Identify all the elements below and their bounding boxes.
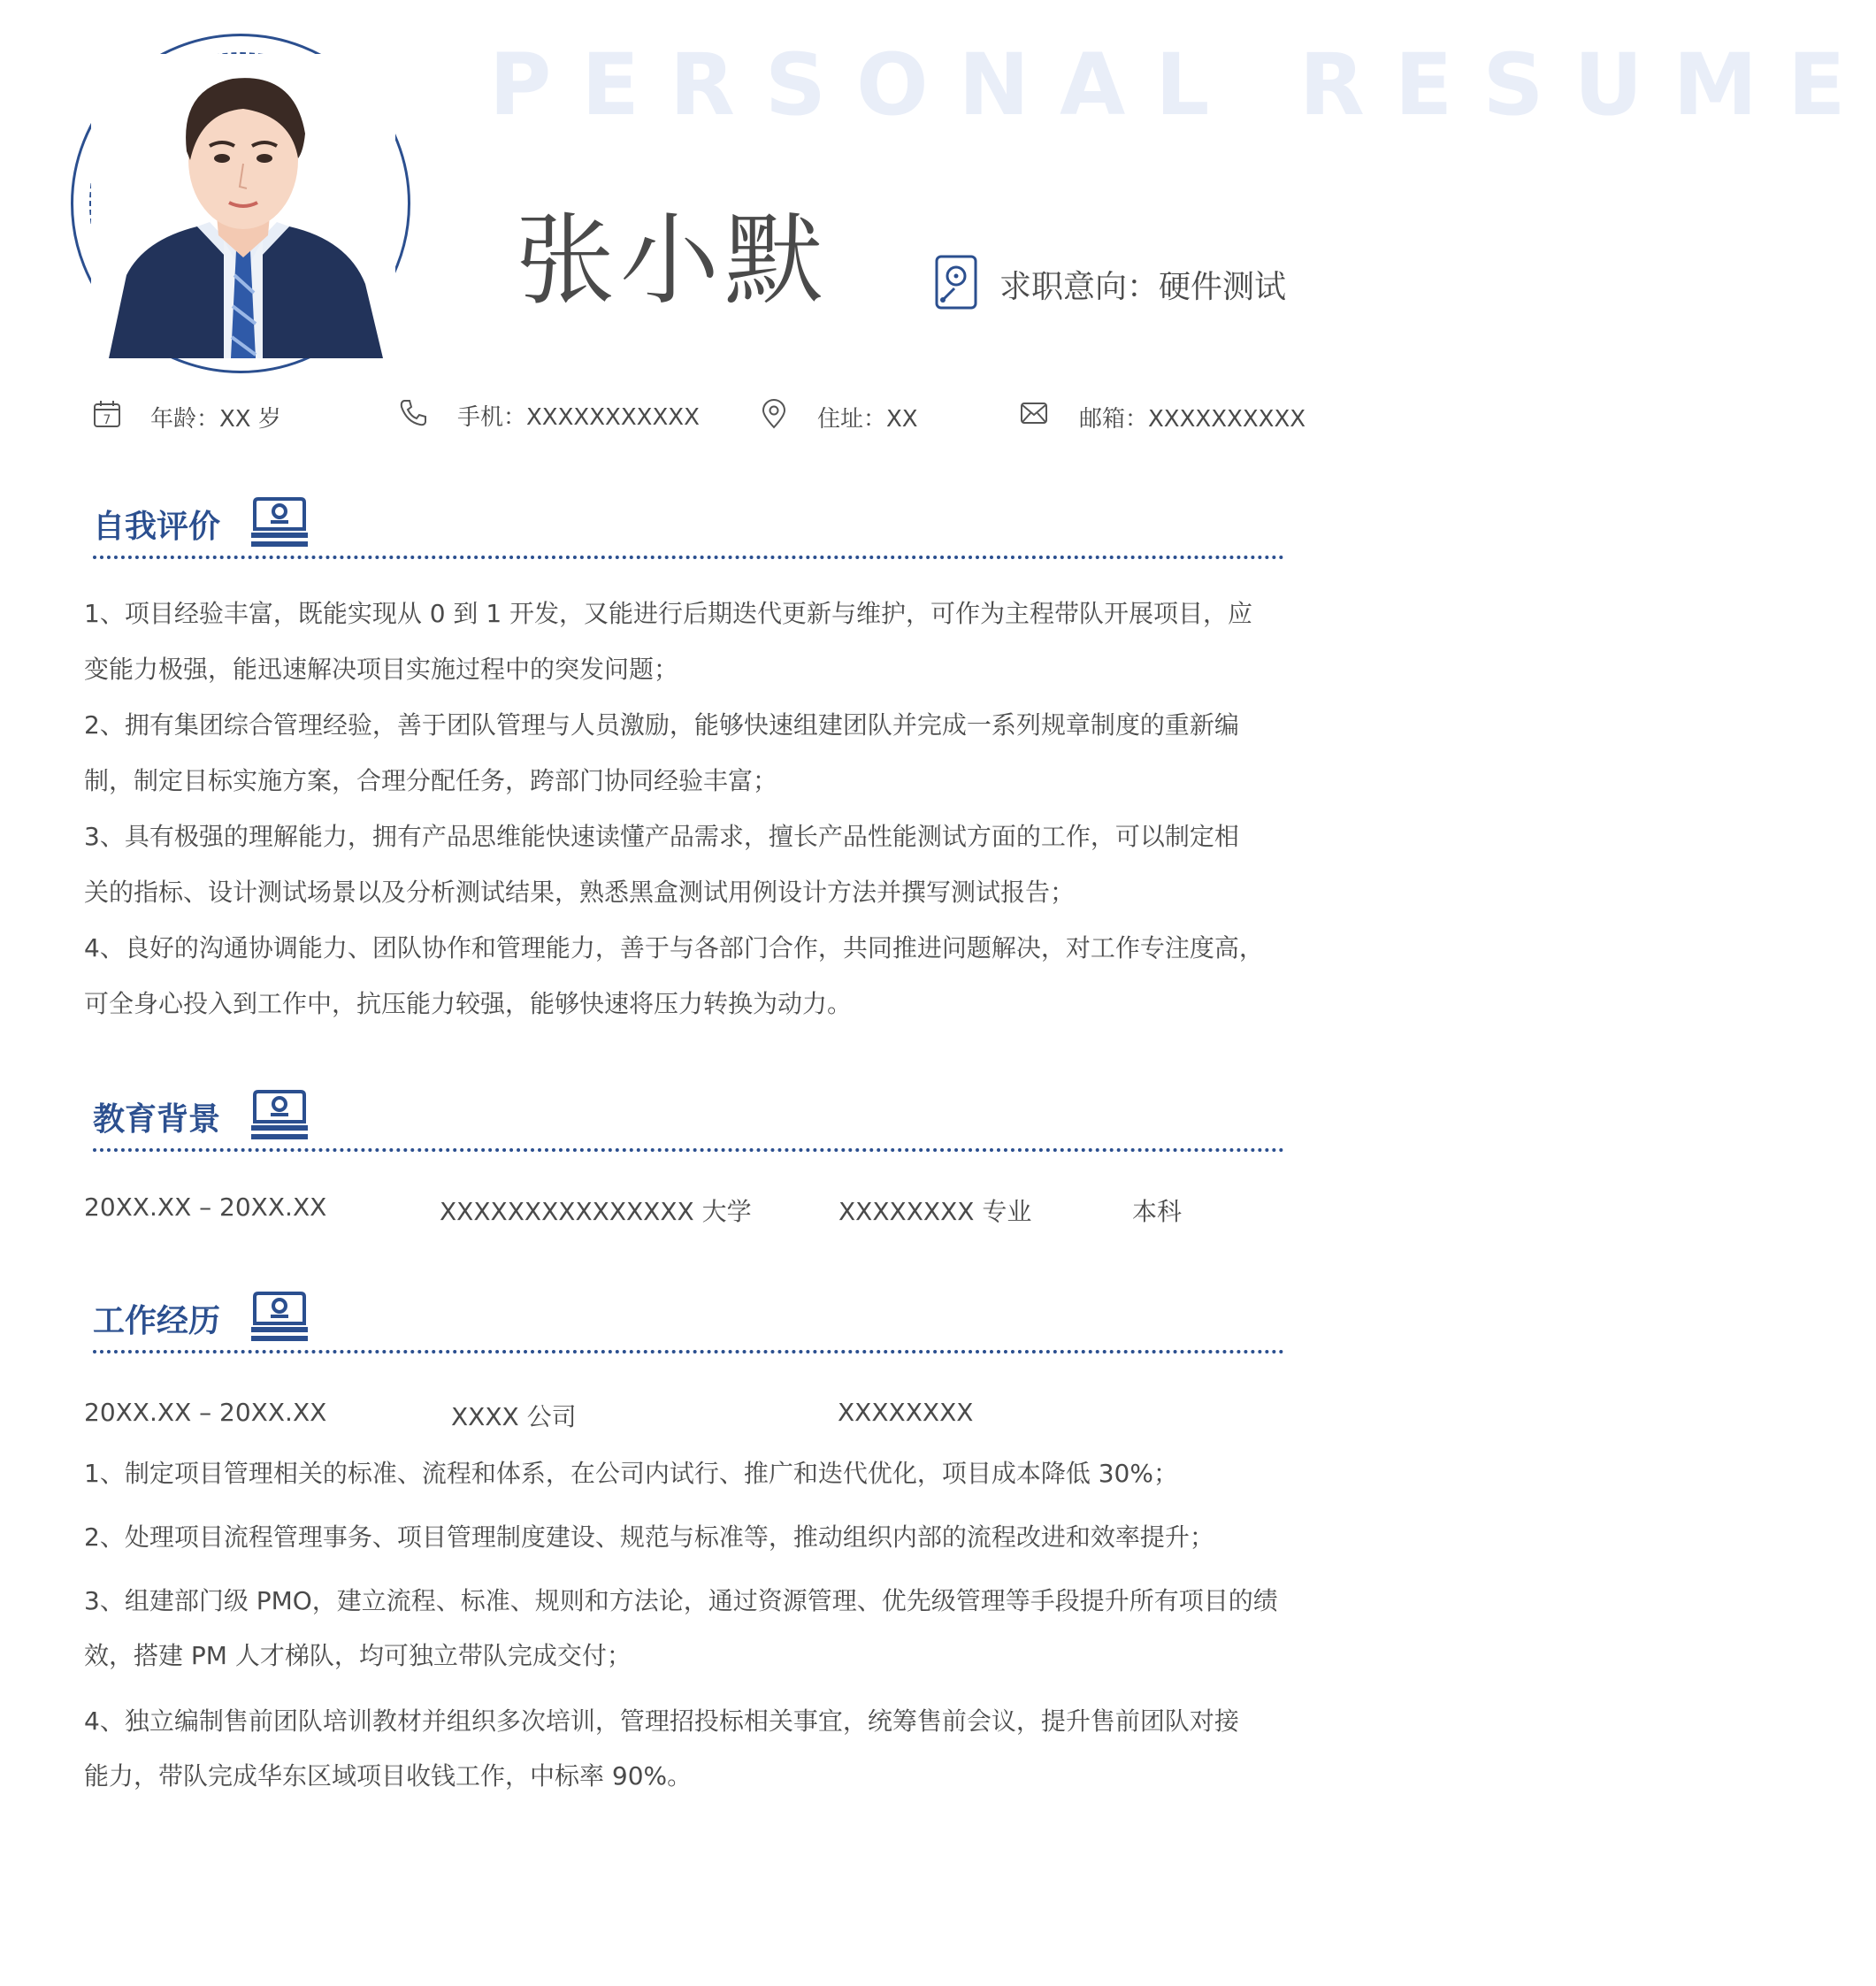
education-degree: 本科 bbox=[1132, 1197, 1183, 1226]
section-stamp-icon bbox=[249, 495, 310, 548]
self-eval-text bbox=[84, 586, 1309, 1031]
watermark-text: PERSONAL RESUME bbox=[489, 35, 1876, 134]
section-title-self-eval: 自我评价 bbox=[93, 509, 221, 545]
phone-icon bbox=[398, 397, 428, 427]
section-divider bbox=[93, 556, 1284, 559]
section-stamp-icon bbox=[249, 1088, 310, 1141]
email-field: 邮箱：XXXXXXXXXX bbox=[1079, 406, 1306, 433]
work-duty-item: 2、处理项目流程管理事务、项目管理制度建设、规范与标准等，推动组织内部的流程改进和效率提升； bbox=[84, 1522, 1214, 1552]
avatar bbox=[71, 34, 410, 373]
candidate-name: 张小默 bbox=[516, 203, 829, 318]
work-position: XXXXXXXX bbox=[838, 1398, 974, 1427]
avatar-photo bbox=[89, 52, 392, 355]
work-duty-item bbox=[84, 1694, 1309, 1804]
section-divider bbox=[93, 1350, 1284, 1353]
work-duty-item: 1、制定项目管理相关的标准、流程和体系，在公司内试行、推广和迭代优化，项目成本降低 30%； bbox=[84, 1459, 1178, 1488]
section-stamp-icon bbox=[249, 1290, 310, 1343]
work-duty-line: 4、独立编制售前团队培训教材并组织多次培训，管理招投标相关事宜，统筹售前会议，提升售前团队对接 bbox=[84, 1706, 1239, 1736]
job-intent: 求职意向：硬件测试 bbox=[999, 269, 1287, 305]
address-field: 住址：XX bbox=[817, 406, 918, 433]
location-icon bbox=[759, 399, 789, 429]
work-period: 20XX.XX – 20XX.XX bbox=[84, 1398, 327, 1427]
education-major: XXXXXXXX 专业 bbox=[838, 1197, 1032, 1226]
work-company: XXXX 公司 bbox=[451, 1402, 577, 1431]
section-title-work: 工作经历 bbox=[93, 1303, 221, 1339]
work-duty-line: 效，搭建 PM 人才梯队，均可独立带队完成交付； bbox=[84, 1641, 632, 1670]
id-card-icon bbox=[935, 255, 977, 310]
calendar-icon bbox=[92, 399, 122, 429]
phone-field: 手机：XXXXXXXXXXX bbox=[457, 404, 700, 431]
section-title-education: 教育背景 bbox=[93, 1101, 221, 1138]
self-eval-line: 关的指标、设计测试场景以及分析测试结果，熟悉黑盒测试用例设计方法并撰写测试报告； bbox=[84, 878, 1076, 907]
work-duty-line: 3、组建部门级 PMO，建立流程、标准、规则和方法论，通过资源管理、优先级管理等手段提升所有项目的绩 bbox=[84, 1586, 1278, 1615]
work-duty-line: 能力，带队完成华东区域项目收钱工作，中标率 90%。 bbox=[84, 1761, 693, 1790]
self-eval-line: 2、拥有集团综合管理经验，善于团队管理与人员激励，能够快速组建团队并完成一系列规章制度的重新编 bbox=[84, 710, 1239, 740]
self-eval-line: 制，制定目标实施方案，合理分配任务，跨部门协同经验丰富； bbox=[84, 766, 778, 795]
section-divider bbox=[93, 1148, 1284, 1152]
self-eval-line: 1、项目经验丰富，既能实现从 0 到 1 开发，又能进行后期迭代更新与维护，可作为主程带队开展项目，应 bbox=[84, 599, 1253, 628]
age-field: 年龄：XX 岁 bbox=[150, 406, 281, 433]
svg-text:7: 7 bbox=[103, 413, 111, 427]
education-school: XXXXXXXXXXXXXXX 大学 bbox=[440, 1197, 752, 1226]
work-duty-item bbox=[84, 1574, 1309, 1683]
self-eval-line: 4、良好的沟通协调能力、团队协作和管理能力，善于与各部门合作，共同推进问题解决，对工作专注度高， bbox=[84, 933, 1264, 962]
self-eval-line: 变能力极强，能迅速解决项目实施过程中的突发问题； bbox=[84, 655, 679, 684]
self-eval-line: 可全身心投入到工作中，抗压能力较强，能够快速将压力转换为动力。 bbox=[84, 989, 853, 1018]
self-eval-line: 3、具有极强的理解能力，拥有产品思维能快速读懂产品需求，擅长产品性能测试方面的工作，可以制定相 bbox=[84, 822, 1239, 851]
mail-icon bbox=[1019, 398, 1049, 428]
education-period: 20XX.XX – 20XX.XX bbox=[84, 1192, 327, 1222]
